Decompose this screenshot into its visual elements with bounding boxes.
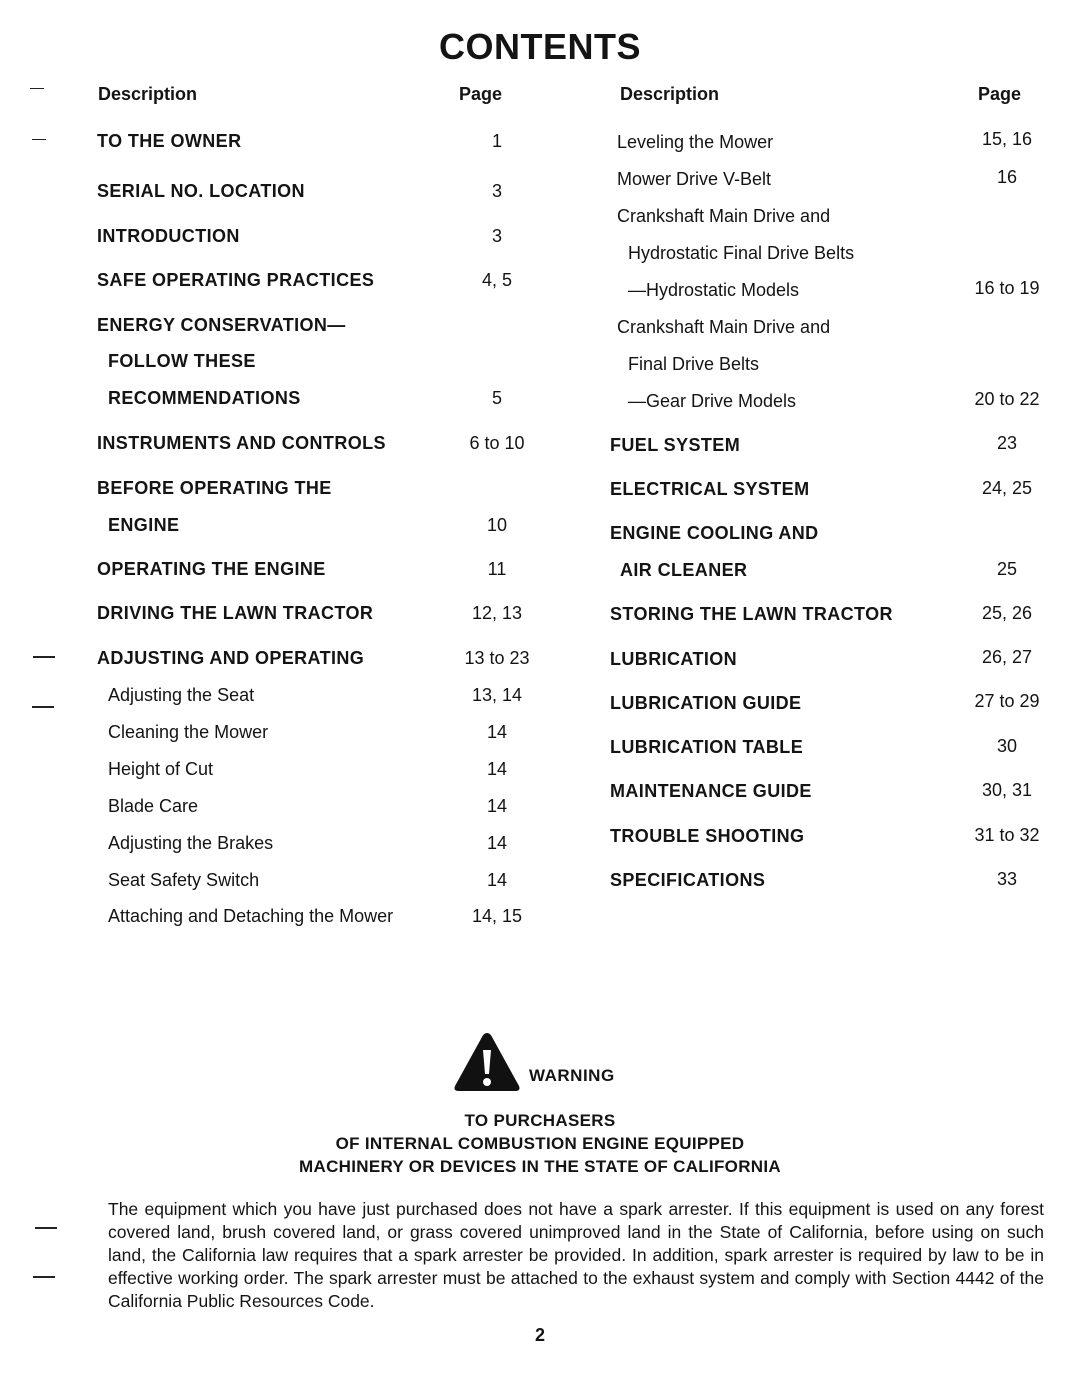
toc-entry-page: 4, 5 bbox=[481, 270, 513, 290]
toc-entry-page: 26, 27 bbox=[981, 647, 1033, 667]
toc-entry-page: 3 bbox=[491, 181, 502, 201]
toc-entry-page: 14 bbox=[486, 722, 508, 742]
toc-entry-label: SPECIFICATIONS bbox=[610, 870, 766, 890]
toc-entry-label: RECOMMENDATIONS bbox=[108, 388, 301, 408]
toc-entry-label: ELECTRICAL SYSTEM bbox=[610, 479, 810, 499]
toc-entry-label: LUBRICATION bbox=[610, 649, 738, 669]
toc-entry-label: Leveling the Mower bbox=[617, 132, 774, 152]
toc-entry-label: Adjusting the Brakes bbox=[108, 833, 274, 853]
left-description-header: Description bbox=[98, 84, 198, 104]
toc-entry-label: Crankshaft Main Drive and bbox=[617, 317, 831, 337]
warning-heading-line: MACHINERY OR DEVICES IN THE STATE OF CALIFORNIA bbox=[299, 1157, 781, 1176]
toc-entry-label: LUBRICATION GUIDE bbox=[610, 693, 802, 713]
toc-entry-page: 5 bbox=[491, 388, 502, 408]
toc-entry-label: —Hydrostatic Models bbox=[628, 280, 800, 300]
margin-mark bbox=[33, 656, 55, 658]
toc-entry-label: INSTRUMENTS AND CONTROLS bbox=[97, 433, 386, 453]
page-title: CONTENTS bbox=[439, 26, 641, 67]
right-page-header: Page bbox=[978, 84, 1022, 104]
toc-entry-page: 15, 16 bbox=[981, 129, 1033, 149]
toc-entry-page: 13, 14 bbox=[471, 685, 523, 705]
toc-entry-page: 30, 31 bbox=[981, 780, 1033, 800]
toc-entry-label: Hydrostatic Final Drive Belts bbox=[628, 243, 855, 263]
toc-entry-page: 25, 26 bbox=[981, 603, 1033, 623]
margin-mark bbox=[30, 88, 44, 89]
toc-entry-page: 10 bbox=[486, 515, 508, 535]
warning-heading-line: OF INTERNAL COMBUSTION ENGINE EQUIPPED bbox=[335, 1134, 745, 1153]
toc-entry-page: 13 to 23 bbox=[464, 648, 530, 668]
toc-entry-label: MAINTENANCE GUIDE bbox=[610, 781, 812, 801]
toc-entry-page: 23 bbox=[996, 433, 1018, 453]
toc-entry-page: 33 bbox=[996, 869, 1018, 889]
warning-label: WARNING bbox=[529, 1066, 615, 1085]
toc-entry-page: 20 to 22 bbox=[974, 389, 1040, 409]
margin-mark bbox=[32, 706, 54, 708]
toc-entry-label: STORING THE LAWN TRACTOR bbox=[610, 604, 893, 624]
toc-entry-label: ENGINE COOLING AND bbox=[610, 523, 819, 543]
toc-entry-label: Height of Cut bbox=[108, 759, 214, 779]
toc-entry-page: 30 bbox=[996, 736, 1018, 756]
toc-entry-label: TO THE OWNER bbox=[97, 131, 242, 151]
toc-entry-page: 14 bbox=[486, 796, 508, 816]
warning-triangle-icon bbox=[452, 1030, 522, 1094]
toc-entry-label: Blade Care bbox=[108, 796, 199, 816]
toc-entry-label: Crankshaft Main Drive and bbox=[617, 206, 831, 226]
margin-mark bbox=[35, 1227, 57, 1229]
toc-entry-page: 6 to 10 bbox=[469, 433, 525, 453]
toc-entry-page: 14 bbox=[486, 870, 508, 890]
toc-entry-label: LUBRICATION TABLE bbox=[610, 737, 804, 757]
toc-entry-page: 11 bbox=[487, 559, 507, 579]
toc-entry-label: BEFORE OPERATING THE bbox=[97, 478, 332, 498]
right-description-header: Description bbox=[620, 84, 720, 104]
toc-entry-page: 16 bbox=[996, 167, 1018, 187]
toc-entry-label: Cleaning the Mower bbox=[108, 722, 269, 742]
toc-entry-page: 16 to 19 bbox=[974, 278, 1040, 298]
toc-entry-page: 14 bbox=[486, 759, 508, 779]
toc-entry-page: 14 bbox=[486, 833, 508, 853]
toc-entry-label: DRIVING THE LAWN TRACTOR bbox=[97, 603, 374, 623]
toc-entry-label: ADJUSTING AND OPERATING bbox=[97, 648, 365, 668]
toc-entry-label: Attaching and Detaching the Mower bbox=[108, 906, 394, 926]
toc-entry-label: TROUBLE SHOOTING bbox=[610, 826, 805, 846]
toc-entry-label: Final Drive Belts bbox=[628, 354, 760, 374]
toc-entry-label: SAFE OPERATING PRACTICES bbox=[97, 270, 375, 290]
toc-entry-page: 31 to 32 bbox=[974, 825, 1040, 845]
toc-entry-page: 25 bbox=[996, 559, 1018, 579]
toc-entry-label: AIR CLEANER bbox=[620, 560, 748, 580]
toc-entry-label: SERIAL NO. LOCATION bbox=[97, 181, 305, 201]
toc-entry-label: FUEL SYSTEM bbox=[610, 435, 741, 455]
margin-mark bbox=[32, 139, 46, 140]
toc-entry-label: —Gear Drive Models bbox=[628, 391, 797, 411]
warning-body-text: The equipment which you have just purchased does not have a spark arrester. If this equipment is used on any forest covered land, brush covered land, or grass covered unimproved land in the State of California, before using on such land, the California law requires that a spark arrester be provided. In addition, spark arrester is required by law to be in effective working order. The spark arrester must be attached to the exhaust system and comply with Section 4442 of the California Public Resources Code. bbox=[108, 1199, 1044, 1311]
toc-entry-page: 3 bbox=[491, 226, 502, 246]
toc-entry-label: ENERGY CONSERVATION— bbox=[97, 315, 346, 335]
margin-mark bbox=[33, 1276, 55, 1278]
left-page-header: Page bbox=[459, 84, 503, 104]
toc-entry-label: INTRODUCTION bbox=[97, 226, 240, 246]
toc-entry-label: OPERATING THE ENGINE bbox=[97, 559, 326, 579]
page-number: 2 bbox=[534, 1325, 545, 1345]
toc-entry-label: Mower Drive V-Belt bbox=[617, 169, 772, 189]
toc-entry-page: 14, 15 bbox=[471, 906, 523, 926]
toc-entry-page: 12, 13 bbox=[471, 603, 523, 623]
toc-entry-page: 1 bbox=[491, 131, 502, 151]
toc-entry-page: 27 to 29 bbox=[974, 691, 1040, 711]
toc-entry-label: Adjusting the Seat bbox=[108, 685, 255, 705]
toc-entry-label: ENGINE bbox=[108, 515, 180, 535]
toc-entry-label: FOLLOW THESE bbox=[108, 351, 256, 371]
warning-heading-line: TO PURCHASERS bbox=[464, 1111, 616, 1130]
toc-entry-page: 24, 25 bbox=[981, 478, 1033, 498]
toc-entry-label: Seat Safety Switch bbox=[108, 870, 260, 890]
